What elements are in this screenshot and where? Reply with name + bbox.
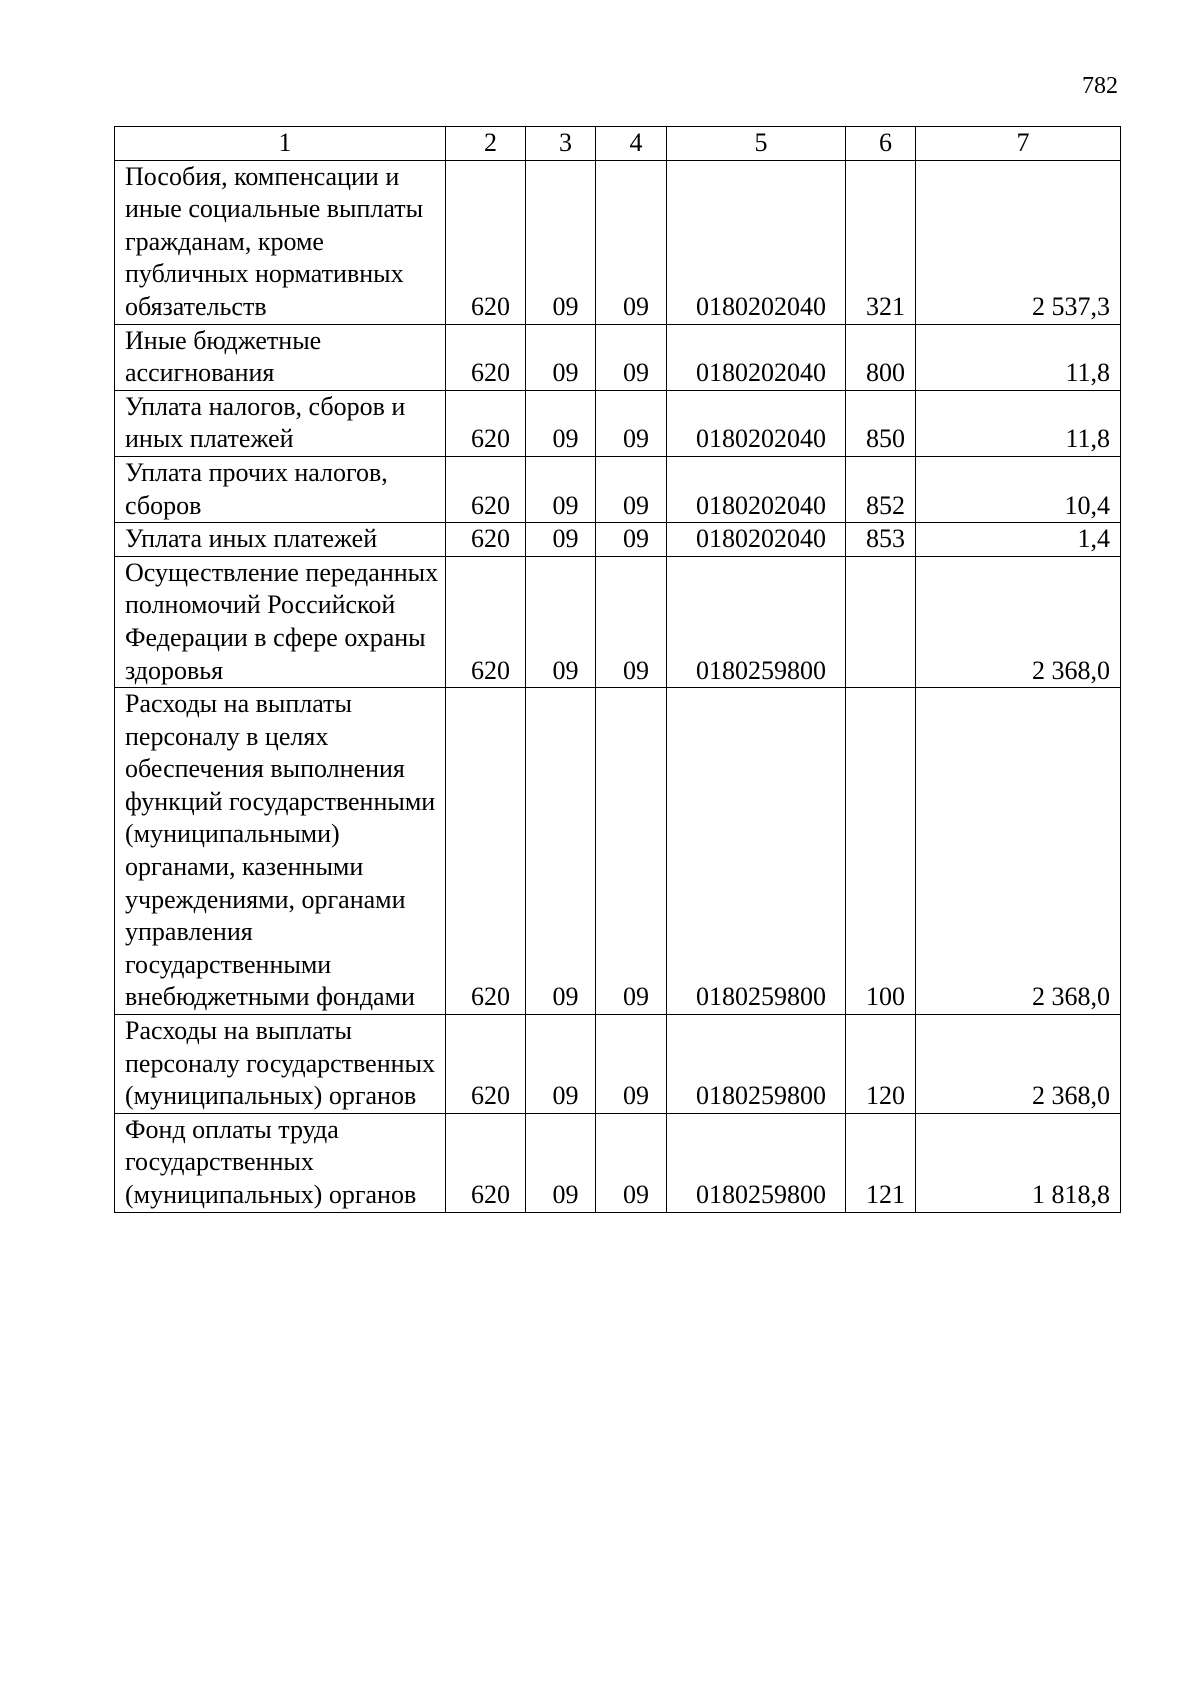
- cell-section: 09: [526, 160, 596, 324]
- page-number: 782: [1082, 73, 1118, 99]
- table-row: [115, 523, 1121, 557]
- column-header: 7: [916, 127, 1121, 161]
- table-row: [115, 688, 1121, 1015]
- table-row: [115, 556, 1121, 687]
- row-name: Расходы на выплаты персоналу государственных (муниципальных) органов: [115, 1015, 446, 1114]
- cell-code: 620: [446, 160, 526, 324]
- row-name: Уплата налогов, сборов и иных платежей: [115, 390, 446, 456]
- table-row: [115, 324, 1121, 390]
- row-name: Фонд оплаты труда государственных (муниципальных) органов: [115, 1113, 446, 1212]
- cell-amount: 11,8: [916, 390, 1121, 456]
- cell-amount: 11,8: [916, 324, 1121, 390]
- cell-target-article: 0180202040: [667, 324, 846, 390]
- cell-section: 09: [526, 556, 596, 687]
- cell-amount: 2 537,3: [916, 160, 1121, 324]
- column-header: 3: [526, 127, 596, 161]
- table-row: [115, 456, 1121, 522]
- column-header: 4: [596, 127, 667, 161]
- cell-target-article: 0180259800: [667, 1015, 846, 1114]
- cell-section: 09: [526, 390, 596, 456]
- cell-subsection: 09: [596, 1015, 667, 1114]
- table-row: [115, 1015, 1121, 1114]
- column-header: 6: [846, 127, 916, 161]
- cell-section: 09: [526, 456, 596, 522]
- cell-amount: 2 368,0: [916, 1015, 1121, 1114]
- column-header: 5: [667, 127, 846, 161]
- cell-code: 620: [446, 456, 526, 522]
- cell-target-article: 0180202040: [667, 160, 846, 324]
- budget-table: [114, 126, 1121, 1213]
- cell-target-article: 0180202040: [667, 523, 846, 557]
- cell-amount: 1 818,8: [916, 1113, 1121, 1212]
- column-header: 1: [115, 127, 446, 161]
- table-row: [115, 1113, 1121, 1212]
- row-name: Осуществление переданных полномочий Российской Федерации в сфере охраны здоровья: [115, 556, 446, 687]
- table-row: [115, 160, 1121, 324]
- cell-code: 620: [446, 1113, 526, 1212]
- cell-target-article: 0180202040: [667, 390, 846, 456]
- cell-subsection: 09: [596, 556, 667, 687]
- row-name: Пособия, компенсации и иные социальные выплаты гражданам, кроме публичных нормативных обязательств: [115, 160, 446, 324]
- cell-section: 09: [526, 1015, 596, 1114]
- cell-subsection: 09: [596, 390, 667, 456]
- row-name: Уплата прочих налогов, сборов: [115, 456, 446, 522]
- cell-section: 09: [526, 1113, 596, 1212]
- cell-subsection: 09: [596, 160, 667, 324]
- cell-subsection: 09: [596, 456, 667, 522]
- cell-expense-type: [846, 556, 916, 687]
- cell-expense-type: 800: [846, 324, 916, 390]
- cell-section: 09: [526, 324, 596, 390]
- cell-amount: 2 368,0: [916, 556, 1121, 687]
- cell-target-article: 0180259800: [667, 556, 846, 687]
- row-name: Уплата иных платежей: [115, 523, 446, 557]
- row-name: Расходы на выплаты персоналу в целях обеспечения выполнения функций государственными (муниципальными) органами, казенными учреждениями, органами управления государственными внебюджетными фондами: [115, 688, 446, 1015]
- header-row: [115, 127, 1121, 161]
- cell-section: 09: [526, 523, 596, 557]
- cell-target-article: 0180202040: [667, 456, 846, 522]
- column-header: 2: [446, 127, 526, 161]
- cell-subsection: 09: [596, 1113, 667, 1212]
- cell-amount: 2 368,0: [916, 688, 1121, 1015]
- cell-section: 09: [526, 688, 596, 1015]
- table-row: [115, 390, 1121, 456]
- cell-code: 620: [446, 556, 526, 687]
- cell-subsection: 09: [596, 523, 667, 557]
- cell-amount: 1,4: [916, 523, 1121, 557]
- cell-code: 620: [446, 523, 526, 557]
- row-name: Иные бюджетные ассигнования: [115, 324, 446, 390]
- cell-code: 620: [446, 1015, 526, 1114]
- cell-expense-type: 852: [846, 456, 916, 522]
- cell-subsection: 09: [596, 688, 667, 1015]
- cell-expense-type: 850: [846, 390, 916, 456]
- cell-expense-type: 120: [846, 1015, 916, 1114]
- cell-target-article: 0180259800: [667, 1113, 846, 1212]
- cell-amount: 10,4: [916, 456, 1121, 522]
- cell-expense-type: 853: [846, 523, 916, 557]
- cell-expense-type: 321: [846, 160, 916, 324]
- cell-code: 620: [446, 390, 526, 456]
- cell-code: 620: [446, 688, 526, 1015]
- cell-target-article: 0180259800: [667, 688, 846, 1015]
- cell-expense-type: 121: [846, 1113, 916, 1212]
- cell-subsection: 09: [596, 324, 667, 390]
- cell-expense-type: 100: [846, 688, 916, 1015]
- cell-code: 620: [446, 324, 526, 390]
